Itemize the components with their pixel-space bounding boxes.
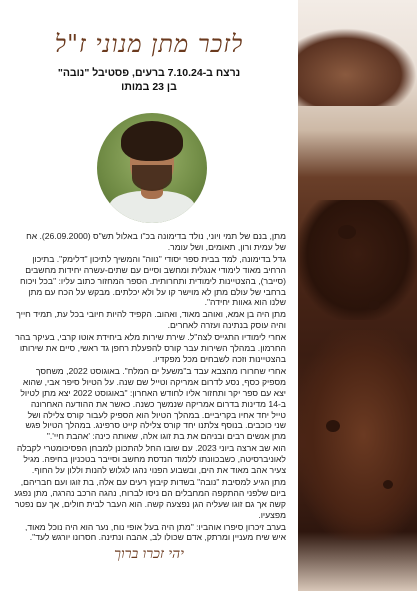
memorial-age: בן 23 במותו xyxy=(121,81,177,93)
memorial-signature: יהי זכרו ברוך xyxy=(114,546,184,562)
bio-paragraph: מתן, בנם של תמי ויוני, נולד בדימונה בכ"ו באלול תש"ס (26.09.2000). אח של עמית ורון, תאומים, ושל עומר. xyxy=(26,231,286,252)
bio-paragraph: אחרי לימודיו התגייס לצה"ל. שירת שירות מלא ביחידת אוטו קרבי, בעיקר בהר החרמון. במהלך השירות עבר קורס להפעלת רחפן גד ראשי, סיים את שירותו בהצטיינות וזכה לשבחים מכל מפקדיו. xyxy=(15,332,286,364)
cake-background-photo xyxy=(298,0,417,591)
biography-text xyxy=(14,231,286,544)
memorial-title: לזכר מתן מנוני ז"ל xyxy=(54,30,244,58)
bio-paragraph: מתן היה בן אמא, ואוהב מאוד, ואהוב. הקפיד להיות חיובי בכל עת, תמיד חייך והיה עוסק בנתינה ועזרה לאחרים. xyxy=(16,309,286,331)
bio-paragraph: גדל בדימונה, למד בבית ספר יסודי "נווה" והמשיך לתיכון "דלימק". בתיכון הרחיב מאוד לימודי אנגלית ומחשב וסיים עם שתים-עשרה יחידות מחשבים (סייבר), בהצטיינות לימודית ותחרותית. הספר המחזור כתוב עליו: "בכל ויכוח ברחבי של עולם מתן לא מוישר קו על ולא יכלתים. מבקש על הכח עם מתן שלנו הוא גאוות יחידה". xyxy=(19,253,286,308)
portrait-photo xyxy=(97,113,207,223)
bio-paragraph: אחרי שחרורו מהצבא עבד ב"משעל ים המלח". באוגוסט 2022, משחסך מספיק כסף, נסע לדרום אמריקה וטייל שם שנה. על הטיול סיפר אבי, שהוא יצא עם ספר יקר ותחזור אליו לחודש האחרון: "באוגוסט 2022 יצא מתן לטיול ב-14 מדינות בדרום אמריקה שנמשך כשנה. כאשר את ההודעה האחרונה טייל יחד אחיו בקריביים. במהלך הטיול הוא הספיק לעבור קורס צלילה ושל שני כוכבים. בנוסף צלתנו יחד קורס צלילה קייט סרפינג. במהלך הטיול פגש מתן אנשים רבים ובניהם את בת זוגו אלה, שאותה כינה: 'אהבת חיי'." xyxy=(20,365,286,442)
memorial-subtitle: נרצח ב-7.10.24 ברעים, פסטיבל "נובה" xyxy=(57,67,241,79)
bio-paragraph: הוא שב ארצה ביוני 2023. עם שובו החל להתכונן למבחן הפסיכומטרי לקבלה לאוניברסיטה, כשבכוונתו ללמוד הנדסת מחשב וסייבר בטכניון בחיפה. מגיל צעיר אהב מאוד את הים, ובשבוע הפנוי נהגו לגלוש להנות וללון על החוף. xyxy=(16,443,286,476)
bio-paragraph: מתן הגיע למסיבת "נובה" בשדות קיבוץ רעים עם אלה, בת זוגו ועם חבריהם, ביום שלפני ההתקפה המחבלים הם ניסו לברוח, נהגה הרכב נהרגה, מתן נפגע קשה אך גם זוגו שעליה הגן נפצעה קשה. הוא העבר לבית חולים, אך עם נפטר מפצעיו. xyxy=(14,476,286,520)
bio-paragraph: בערב זיכרון סיפרו אוהביו: "מתן היה בעל אופי נוח, נער הוא היה נוכל מאוד, איש שיח מעניין ומרתק, אדם שכולו לב, אהבה ונתינה. חסרונו יורגש לעד". xyxy=(25,521,286,543)
